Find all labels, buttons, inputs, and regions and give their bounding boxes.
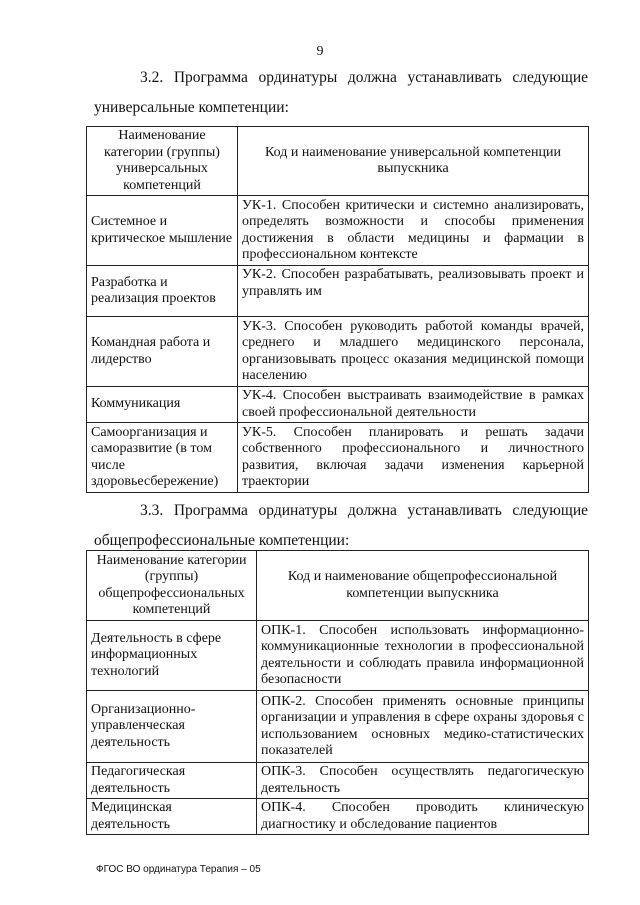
competence-cell: УК-1. Способен критически и системно анализировать, определять возможности и способы применения достижения в области медицины и фармации в профессиональном контексте	[238, 196, 589, 266]
section-3-3-intro	[94, 496, 588, 556]
universal-competencies-table	[86, 126, 589, 493]
category-cell: Коммуникация	[87, 387, 238, 423]
table-row	[87, 317, 589, 387]
category-cell: Медицинская деятельность	[87, 799, 257, 835]
table-row	[87, 196, 589, 266]
section-3-3-line1: 3.3. Программа ординатуры должна устанавливать следующие	[140, 502, 588, 519]
table-row	[87, 266, 589, 317]
table-row	[87, 691, 589, 763]
category-cell: Деятельность в сфере информационных технологий	[87, 621, 257, 691]
general-professional-competencies-table	[86, 550, 589, 835]
section-3-2-line1: 3.2. Программа ординатуры должна устанавливать следующие	[140, 69, 588, 86]
category-cell: Организационно-управленческая деятельность	[87, 691, 257, 763]
table-row	[87, 763, 589, 799]
table-row	[87, 621, 589, 691]
table-header-row	[87, 127, 589, 196]
header-category: Наименование категории (группы) общепрофессиональных компетенций	[87, 551, 257, 621]
page-number: 9	[316, 44, 324, 59]
category-cell: Командная работа и лидерство	[87, 317, 238, 387]
section-3-2-line2: универсальные компетенции:	[94, 99, 289, 116]
competence-cell: УК-4. Способен выстраивать взаимодействие в рамках своей профессиональной деятельности	[238, 387, 589, 423]
table-row	[87, 423, 589, 493]
category-cell: Педагогическая деятельность	[87, 763, 257, 799]
category-cell: Разработка и реализация проектов	[87, 266, 238, 317]
competence-cell: УК-3. Способен руководить работой команды врачей, среднего и младшего медицинского персонала, организовывать процесс оказания медицинской помощи населению	[238, 317, 589, 387]
header-category: Наименование категории (группы) универсальных компетенций	[87, 127, 238, 196]
table-row	[87, 799, 589, 835]
table-row	[87, 387, 589, 423]
competence-cell: ОПК-2. Способен применять основные принципы организации и управления в сфере охраны здоровья с использованием основных медико-статистических показателей	[257, 691, 589, 763]
competence-cell: ОПК-4. Способен проводить клиническую диагностику и обследование пациентов	[257, 799, 589, 835]
table-header-row	[87, 551, 589, 621]
header-competence: Код и наименование универсальной компетенции выпускника	[238, 127, 589, 196]
category-cell: Системное и критическое мышление	[87, 196, 238, 266]
header-competence: Код и наименование общепрофессиональной компетенции выпускника	[257, 551, 589, 621]
competence-cell: ОПК-1. Способен использовать информационно-коммуникационные технологии в профессиональной деятельности и соблюдать правила информационной безопасности	[257, 621, 589, 691]
category-cell: Самоорганизация и саморазвитие (в том числе здоровьесбережение)	[87, 423, 238, 493]
competence-cell: УК-2. Способен разрабатывать, реализовывать проект и управлять им	[238, 266, 589, 317]
section-3-2-intro	[94, 63, 588, 123]
competence-cell: УК-5. Способен планировать и решать задачи собственного профессионального и личностного развития, включая задачи изменения карьерной траектории	[238, 423, 589, 493]
section-3-3-line2: общепрофессиональные компетенции:	[94, 532, 350, 549]
footer-note: ФГОС ВО ординатура Терапия – 05	[96, 864, 261, 875]
competence-cell: ОПК-3. Способен осуществлять педагогическую деятельность	[257, 763, 589, 799]
